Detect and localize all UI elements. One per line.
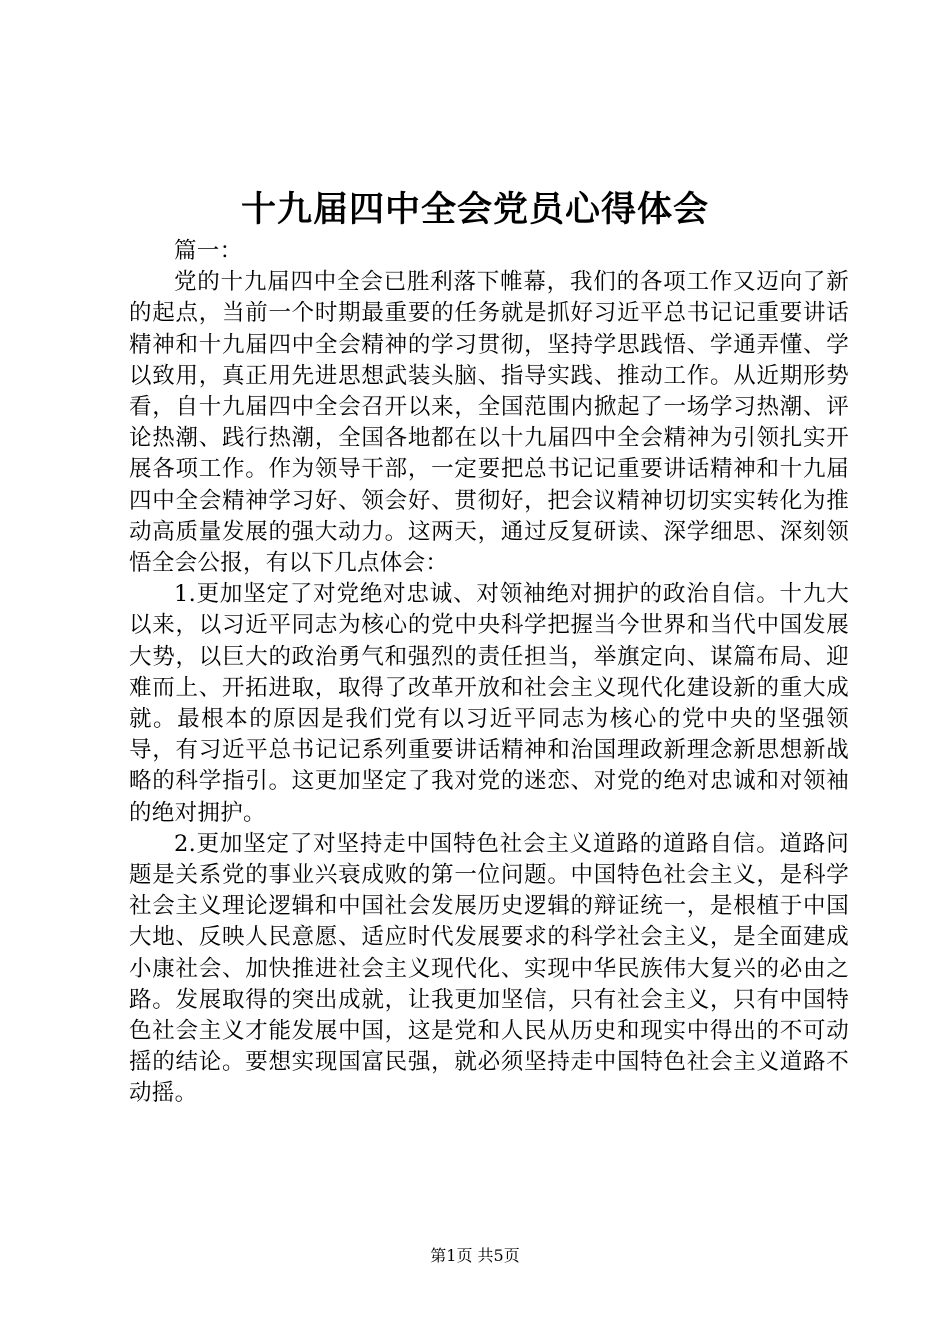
paragraph-point-1: 1.更加坚定了对党绝对忠诚、对领袖绝对拥护的政治自信。十九大以来，以习近平同志为核心的党中央科学把握当今世界和当代中国发展大势，以巨大的政治勇气和强烈的责任担当，举旗定向、谋篇布局、迎难而上、开拓进取，取得了改革开放和社会主义现代化建设新的重大成就。最根本的原因是我们党有以习近平同志为核心的党中央的坚强领导，有习近平总书记记系列重要讲话精神和治国理政新理念新思想新战略的科学指引。这更加坚定了我对党的迷恋、对党的绝对忠诚和对领袖的绝对拥护。	[129, 581, 849, 826]
paragraph-point-2: 2.更加坚定了对坚持走中国特色社会主义道路的道路自信。道路问题是关系党的事业兴衰成败的第一位问题。中国特色社会主义，是科学社会主义理论逻辑和中国社会发展历史逻辑的辩证统一，是根植于中国大地、反映人民意愿、适应时代发展要求的科学社会主义，是全面建成小康社会、加快推进社会主义现代化、实现中华民族伟大复兴的必由之路。发展取得的突出成就，让我更加坚信，只有社会主义，只有中国特色社会主义才能发展中国，这是党和人民从历史和现实中得出的不可动摇的结论。要想实现国富民强，就必须坚持走中国特色社会主义道路不动摇。	[129, 830, 849, 1107]
document-title: 十九届四中全会党员心得体会	[240, 189, 709, 230]
page-number-footer: 第1页 共5页	[430, 1246, 520, 1265]
section-heading: 篇一：	[174, 238, 243, 264]
paragraph-intro: 党的十九届四中全会已胜利落下帷幕，我们的各项工作又迈向了新的起点，当前一个时期最重要的任务就是抓好习近平总书记记重要讲话精神和十九届四中全会精神的学习贯彻，坚持学思践悟、学通弄懂、学以致用，真正用先进思想武装头脑、指导实践、推动工作。从近期形势看，自十九届四中全会召开以来，全国范围内掀起了一场学习热潮、评论热潮、践行热潮，全国各地都在以十九届四中全会精神为引领扎实开展各项工作。作为领导干部，一定要把总书记记重要讲话精神和十九届四中全会精神学习好、领会好、贯彻好，把会议精神切切实实转化为推动高质量发展的强大动力。这两天，通过反复研读、深学细思、深刻领悟全会公报，有以下几点体会：	[129, 269, 849, 577]
document-body	[129, 236, 849, 1110]
